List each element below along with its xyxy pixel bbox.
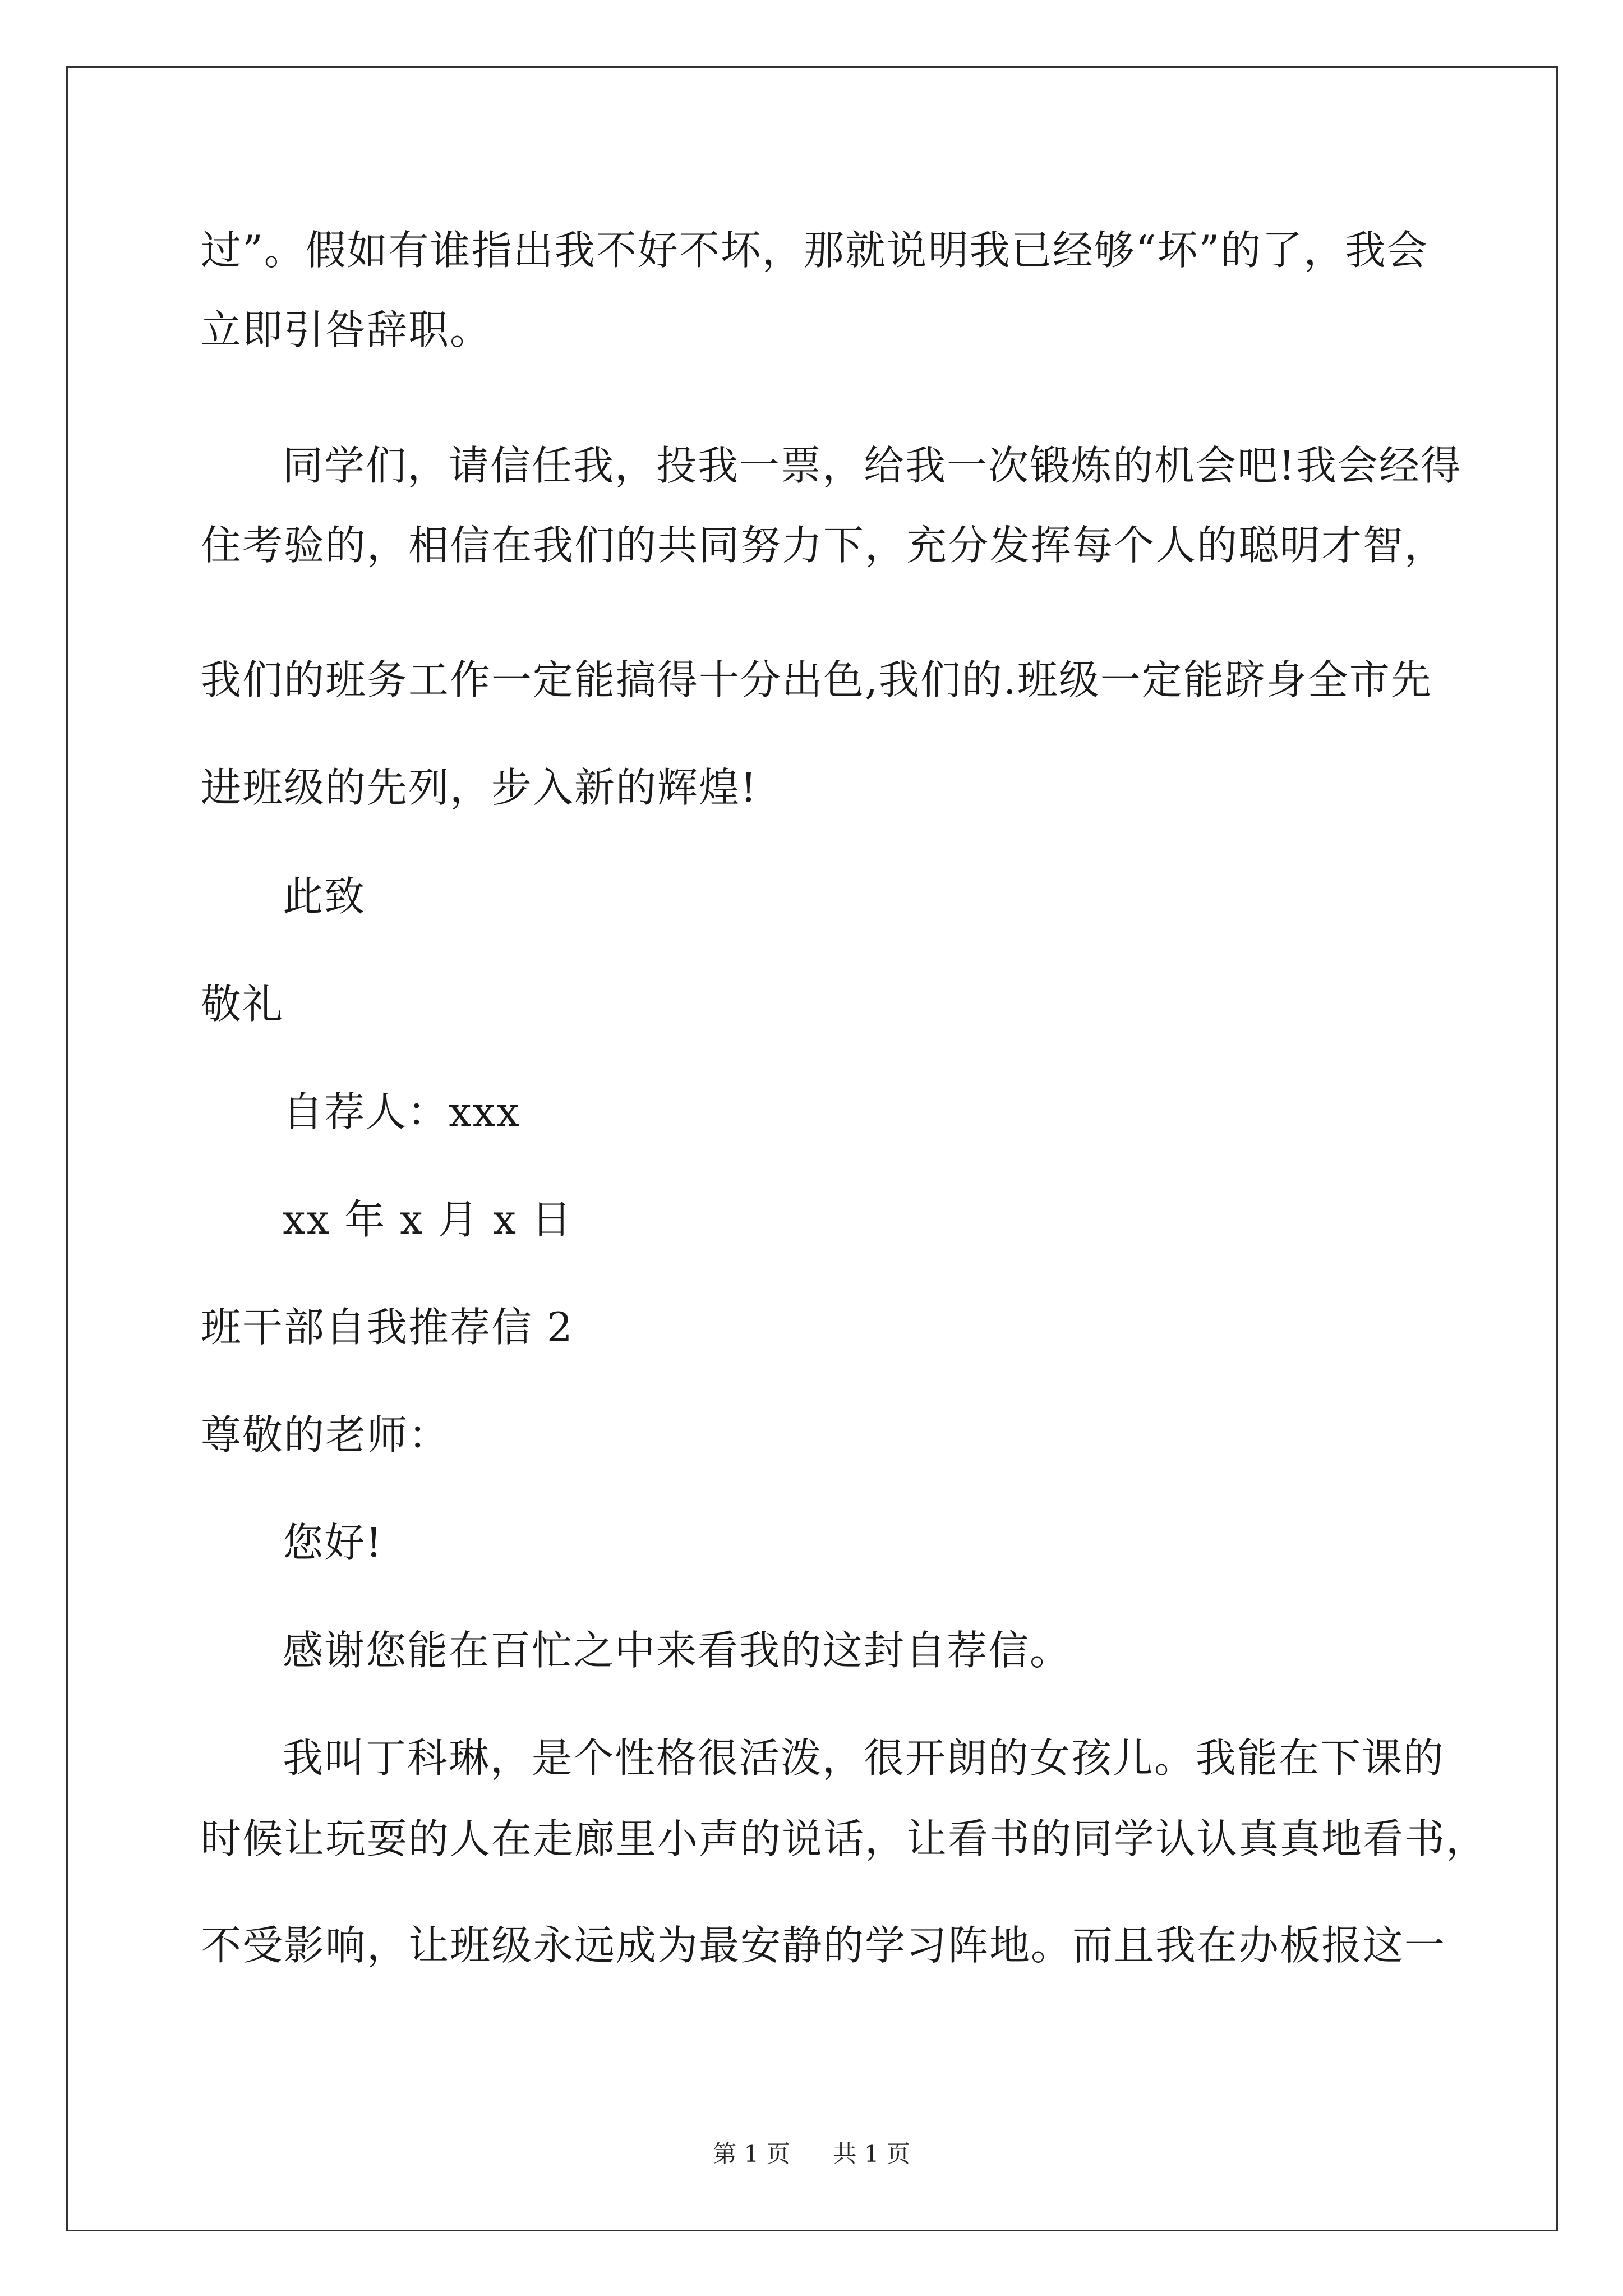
text-line-intro-1: 我叫丁科琳，是个性格很活泼，很开朗的女孩儿。我能在下课的 (283, 1734, 1445, 1782)
text-line-1: 过”。假如有谁指出我不好不坏，那就说明我已经够“坏”的了，我会 (201, 227, 1428, 274)
section-title: 班干部自我推荐信 2 (201, 1304, 574, 1351)
text-line-2: 立即引咎辞职。 (201, 306, 492, 353)
text-line-signer: 自荐人：xxx (283, 1088, 520, 1135)
text-line-3: 同学们，请信任我，投我一票，给我一次锻炼的机会吧!我会经得 (283, 442, 1462, 489)
text-line-6: 进班级的先列，步入新的辉煌! (201, 764, 758, 811)
text-line-4: 住考验的，相信在我们的共同努力下，充分发挥每个人的聪明才智， (201, 522, 1446, 569)
text-line-greeting-to: 尊敬的老师： (201, 1411, 450, 1458)
page-footer (0, 2138, 1623, 2170)
text-line-hello: 您好! (283, 1519, 383, 1566)
text-line-intro-3: 不受影响，让班级永远成为最安静的学习阵地。而且我在办板报这一 (201, 1922, 1446, 1969)
text-line-5: 我们的班务工作一定能搞得十分出色,我们的.班级一定能跻身全市先 (201, 656, 1432, 703)
text-line-thanks: 感谢您能在百忙之中来看我的这封自荐信。 (283, 1627, 1072, 1674)
text-line-intro-2: 时候让玩耍的人在走廊里小声的说话，让看书的同学认认真真地看书， (201, 1815, 1488, 1862)
page-number-total: 共 1 页 (833, 2140, 910, 2168)
page-number-current: 第 1 页 (713, 2140, 790, 2168)
page-frame (66, 66, 1558, 2231)
text-line-salutation: 此致 (283, 873, 366, 920)
text-line-regards: 敬礼 (201, 981, 284, 1028)
text-line-date: xx 年 x 月 x 日 (283, 1196, 573, 1243)
